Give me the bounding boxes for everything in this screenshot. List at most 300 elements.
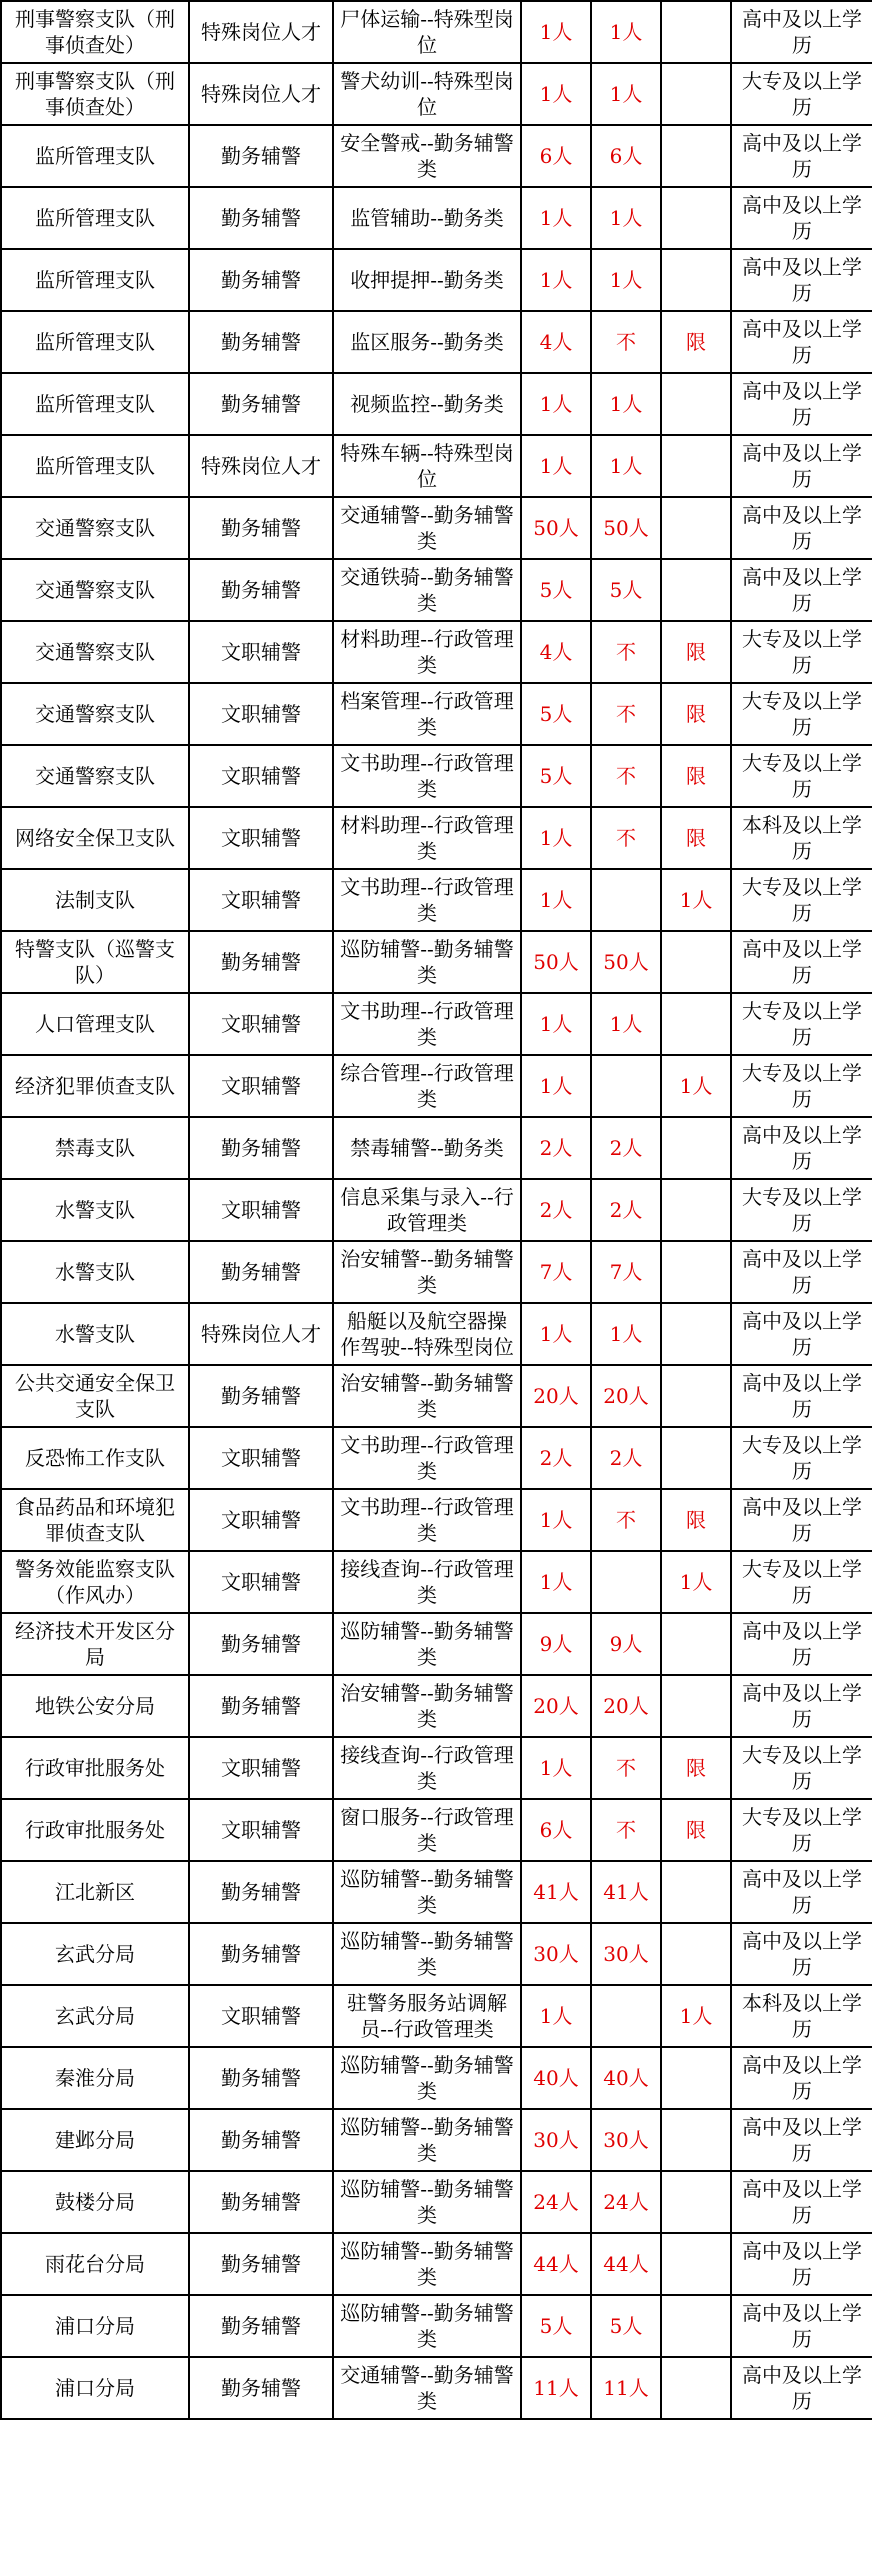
position-name-cell: 巡防辅警--勤务辅警类: [333, 1861, 521, 1923]
unit-cell: 人口管理支队: [1, 993, 189, 1055]
education-cell: 高中及以上学历: [731, 1613, 872, 1675]
table-row: [1, 1613, 872, 1675]
position-name-cell: 巡防辅警--勤务辅警类: [333, 2109, 521, 2171]
education-cell: 高中及以上学历: [731, 931, 872, 993]
position-type-cell: 勤务辅警: [189, 373, 333, 435]
position-type-cell: 特殊岗位人才: [189, 1303, 333, 1365]
unit-cell: 玄武分局: [1, 1985, 189, 2047]
education-cell: 大专及以上学历: [731, 1737, 872, 1799]
headcount-cell: 6人: [521, 125, 591, 187]
male-quota-cell: 11人: [591, 2357, 661, 2419]
male-quota-cell: 1人: [591, 187, 661, 249]
position-name-cell: 材料助理--行政管理类: [333, 621, 521, 683]
position-type-cell: 勤务辅警: [189, 1923, 333, 1985]
education-cell: 高中及以上学历: [731, 187, 872, 249]
male-quota-cell: 20人: [591, 1365, 661, 1427]
position-type-cell: 文职辅警: [189, 1055, 333, 1117]
male-quota-cell: 2人: [591, 1117, 661, 1179]
unit-cell: 行政审批服务处: [1, 1799, 189, 1861]
male-quota-cell: 不: [591, 807, 661, 869]
position-type-cell: 文职辅警: [189, 1427, 333, 1489]
position-name-cell: 交通辅警--勤务辅警类: [333, 497, 521, 559]
female-quota-cell: 限: [661, 745, 731, 807]
female-quota-cell: 限: [661, 1737, 731, 1799]
position-name-cell: 警犬幼训--特殊型岗位: [333, 63, 521, 125]
headcount-cell: 5人: [521, 559, 591, 621]
position-type-cell: 特殊岗位人才: [189, 435, 333, 497]
female-quota-cell: [661, 1303, 731, 1365]
position-type-cell: 文职辅警: [189, 683, 333, 745]
position-type-cell: 特殊岗位人才: [189, 1, 333, 63]
table-row: [1, 2047, 872, 2109]
female-quota-cell: [661, 559, 731, 621]
headcount-cell: 1人: [521, 63, 591, 125]
position-type-cell: 勤务辅警: [189, 2357, 333, 2419]
headcount-cell: 40人: [521, 2047, 591, 2109]
position-name-cell: 治安辅警--勤务辅警类: [333, 1365, 521, 1427]
education-cell: 高中及以上学历: [731, 373, 872, 435]
table-row: [1, 869, 872, 931]
table-row: [1, 1737, 872, 1799]
unit-cell: 监所管理支队: [1, 435, 189, 497]
position-type-cell: 勤务辅警: [189, 1365, 333, 1427]
male-quota-cell: 41人: [591, 1861, 661, 1923]
headcount-cell: 7人: [521, 1241, 591, 1303]
headcount-cell: 2人: [521, 1179, 591, 1241]
headcount-cell: 5人: [521, 745, 591, 807]
position-name-cell: 信息采集与录入--行政管理类: [333, 1179, 521, 1241]
education-cell: 大专及以上学历: [731, 1551, 872, 1613]
headcount-cell: 50人: [521, 931, 591, 993]
position-name-cell: 文书助理--行政管理类: [333, 993, 521, 1055]
headcount-cell: 6人: [521, 1799, 591, 1861]
male-quota-cell: 1人: [591, 1, 661, 63]
female-quota-cell: [661, 1675, 731, 1737]
table-row: [1, 807, 872, 869]
female-quota-cell: [661, 1179, 731, 1241]
female-quota-cell: [661, 1923, 731, 1985]
position-name-cell: 综合管理--行政管理类: [333, 1055, 521, 1117]
table-row: [1, 435, 872, 497]
position-name-cell: 禁毒辅警--勤务类: [333, 1117, 521, 1179]
unit-cell: 监所管理支队: [1, 373, 189, 435]
headcount-cell: 1人: [521, 1551, 591, 1613]
position-name-cell: 收押提押--勤务类: [333, 249, 521, 311]
table-row: [1, 125, 872, 187]
table-row: [1, 1365, 872, 1427]
table-row: [1, 1489, 872, 1551]
unit-cell: 交通警察支队: [1, 621, 189, 683]
female-quota-cell: 1人: [661, 1985, 731, 2047]
female-quota-cell: [661, 497, 731, 559]
position-type-cell: 文职辅警: [189, 1985, 333, 2047]
position-type-cell: 勤务辅警: [189, 1675, 333, 1737]
education-cell: 大专及以上学历: [731, 1055, 872, 1117]
female-quota-cell: [661, 2171, 731, 2233]
unit-cell: 行政审批服务处: [1, 1737, 189, 1799]
table-row: [1, 1055, 872, 1117]
position-name-cell: 巡防辅警--勤务辅警类: [333, 931, 521, 993]
female-quota-cell: [661, 2295, 731, 2357]
education-cell: 大专及以上学历: [731, 683, 872, 745]
female-quota-cell: [661, 2109, 731, 2171]
position-type-cell: 特殊岗位人才: [189, 63, 333, 125]
unit-cell: 反恐怖工作支队: [1, 1427, 189, 1489]
female-quota-cell: 1人: [661, 1551, 731, 1613]
male-quota-cell: 不: [591, 621, 661, 683]
education-cell: 大专及以上学历: [731, 993, 872, 1055]
male-quota-cell: 1人: [591, 993, 661, 1055]
unit-cell: 水警支队: [1, 1241, 189, 1303]
education-cell: 高中及以上学历: [731, 311, 872, 373]
unit-cell: 雨花台分局: [1, 2233, 189, 2295]
headcount-cell: 24人: [521, 2171, 591, 2233]
table-row: [1, 1923, 872, 1985]
position-name-cell: 监管辅助--勤务类: [333, 187, 521, 249]
headcount-cell: 1人: [521, 1489, 591, 1551]
education-cell: 高中及以上学历: [731, 1861, 872, 1923]
position-name-cell: 尸体运输--特殊型岗位: [333, 1, 521, 63]
education-cell: 高中及以上学历: [731, 497, 872, 559]
male-quota-cell: 不: [591, 683, 661, 745]
male-quota-cell: 5人: [591, 2295, 661, 2357]
unit-cell: 玄武分局: [1, 1923, 189, 1985]
male-quota-cell: 1人: [591, 1303, 661, 1365]
education-cell: 高中及以上学历: [731, 1675, 872, 1737]
education-cell: 高中及以上学历: [731, 2171, 872, 2233]
headcount-cell: 30人: [521, 2109, 591, 2171]
female-quota-cell: 限: [661, 1489, 731, 1551]
male-quota-cell: 2人: [591, 1179, 661, 1241]
female-quota-cell: [661, 2233, 731, 2295]
position-type-cell: 文职辅警: [189, 993, 333, 1055]
position-type-cell: 文职辅警: [189, 1179, 333, 1241]
unit-cell: 监所管理支队: [1, 311, 189, 373]
unit-cell: 网络安全保卫支队: [1, 807, 189, 869]
male-quota-cell: 不: [591, 1799, 661, 1861]
position-name-cell: 巡防辅警--勤务辅警类: [333, 1613, 521, 1675]
education-cell: 大专及以上学历: [731, 869, 872, 931]
position-type-cell: 文职辅警: [189, 1737, 333, 1799]
female-quota-cell: [661, 435, 731, 497]
position-name-cell: 安全警戒--勤务辅警类: [333, 125, 521, 187]
headcount-cell: 41人: [521, 1861, 591, 1923]
female-quota-cell: [661, 931, 731, 993]
male-quota-cell: 40人: [591, 2047, 661, 2109]
education-cell: 高中及以上学历: [731, 249, 872, 311]
male-quota-cell: 30人: [591, 2109, 661, 2171]
male-quota-cell: 不: [591, 1737, 661, 1799]
female-quota-cell: [661, 1861, 731, 1923]
male-quota-cell: 50人: [591, 931, 661, 993]
unit-cell: 禁毒支队: [1, 1117, 189, 1179]
education-cell: 高中及以上学历: [731, 1, 872, 63]
headcount-cell: 1人: [521, 869, 591, 931]
female-quota-cell: [661, 63, 731, 125]
table-row: [1, 2295, 872, 2357]
table-row: [1, 745, 872, 807]
position-name-cell: 船艇以及航空器操作驾驶--特殊型岗位: [333, 1303, 521, 1365]
unit-cell: 经济技术开发区分局: [1, 1613, 189, 1675]
female-quota-cell: 限: [661, 1799, 731, 1861]
education-cell: 高中及以上学历: [731, 1117, 872, 1179]
headcount-cell: 9人: [521, 1613, 591, 1675]
position-type-cell: 勤务辅警: [189, 311, 333, 373]
education-cell: 本科及以上学历: [731, 1985, 872, 2047]
table-row: [1, 1861, 872, 1923]
headcount-cell: 20人: [521, 1365, 591, 1427]
headcount-cell: 20人: [521, 1675, 591, 1737]
male-quota-cell: [591, 1055, 661, 1117]
education-cell: 大专及以上学历: [731, 1179, 872, 1241]
table-row: [1, 1985, 872, 2047]
female-quota-cell: [661, 249, 731, 311]
education-cell: 高中及以上学历: [731, 2047, 872, 2109]
female-quota-cell: [661, 125, 731, 187]
female-quota-cell: [661, 1117, 731, 1179]
unit-cell: 交通警察支队: [1, 497, 189, 559]
unit-cell: 监所管理支队: [1, 249, 189, 311]
female-quota-cell: 限: [661, 621, 731, 683]
unit-cell: 水警支队: [1, 1303, 189, 1365]
position-type-cell: 勤务辅警: [189, 497, 333, 559]
position-type-cell: 文职辅警: [189, 1799, 333, 1861]
position-type-cell: 文职辅警: [189, 869, 333, 931]
position-name-cell: 视频监控--勤务类: [333, 373, 521, 435]
male-quota-cell: 44人: [591, 2233, 661, 2295]
table-row: [1, 187, 872, 249]
table-row: [1, 1799, 872, 1861]
position-type-cell: 文职辅警: [189, 621, 333, 683]
position-type-cell: 文职辅警: [189, 807, 333, 869]
headcount-cell: 4人: [521, 311, 591, 373]
education-cell: 高中及以上学历: [731, 2233, 872, 2295]
headcount-cell: 1人: [521, 1055, 591, 1117]
position-type-cell: 勤务辅警: [189, 249, 333, 311]
female-quota-cell: [661, 1241, 731, 1303]
male-quota-cell: [591, 1985, 661, 2047]
table-row: [1, 2357, 872, 2419]
female-quota-cell: 1人: [661, 869, 731, 931]
position-name-cell: 档案管理--行政管理类: [333, 683, 521, 745]
unit-cell: 江北新区: [1, 1861, 189, 1923]
education-cell: 大专及以上学历: [731, 1427, 872, 1489]
position-name-cell: 接线查询--行政管理类: [333, 1737, 521, 1799]
female-quota-cell: [661, 1613, 731, 1675]
table-row: [1, 249, 872, 311]
male-quota-cell: 7人: [591, 1241, 661, 1303]
male-quota-cell: 5人: [591, 559, 661, 621]
table-row: [1, 1427, 872, 1489]
headcount-cell: 2人: [521, 1117, 591, 1179]
female-quota-cell: 限: [661, 807, 731, 869]
male-quota-cell: 不: [591, 1489, 661, 1551]
unit-cell: 监所管理支队: [1, 187, 189, 249]
male-quota-cell: 20人: [591, 1675, 661, 1737]
female-quota-cell: 限: [661, 683, 731, 745]
unit-cell: 公共交通安全保卫支队: [1, 1365, 189, 1427]
education-cell: 高中及以上学历: [731, 1365, 872, 1427]
position-type-cell: 勤务辅警: [189, 2109, 333, 2171]
position-name-cell: 巡防辅警--勤务辅警类: [333, 2047, 521, 2109]
table-row: [1, 683, 872, 745]
position-type-cell: 文职辅警: [189, 1551, 333, 1613]
education-cell: 大专及以上学历: [731, 745, 872, 807]
education-cell: 高中及以上学历: [731, 1489, 872, 1551]
table-row: [1, 2109, 872, 2171]
unit-cell: 交通警察支队: [1, 559, 189, 621]
male-quota-cell: [591, 869, 661, 931]
position-type-cell: 勤务辅警: [189, 2171, 333, 2233]
position-name-cell: 巡防辅警--勤务辅警类: [333, 2295, 521, 2357]
unit-cell: 水警支队: [1, 1179, 189, 1241]
female-quota-cell: [661, 1365, 731, 1427]
female-quota-cell: [661, 2357, 731, 2419]
position-type-cell: 勤务辅警: [189, 187, 333, 249]
position-type-cell: 勤务辅警: [189, 1241, 333, 1303]
female-quota-cell: [661, 373, 731, 435]
education-cell: 高中及以上学历: [731, 2357, 872, 2419]
headcount-cell: 1人: [521, 1985, 591, 2047]
male-quota-cell: 2人: [591, 1427, 661, 1489]
table-row: [1, 559, 872, 621]
table-row: [1, 1675, 872, 1737]
position-name-cell: 巡防辅警--勤务辅警类: [333, 2171, 521, 2233]
unit-cell: 交通警察支队: [1, 745, 189, 807]
position-name-cell: 文书助理--行政管理类: [333, 869, 521, 931]
position-type-cell: 勤务辅警: [189, 125, 333, 187]
headcount-cell: 44人: [521, 2233, 591, 2295]
education-cell: 大专及以上学历: [731, 621, 872, 683]
headcount-cell: 1人: [521, 373, 591, 435]
headcount-cell: 1人: [521, 1737, 591, 1799]
table-row: [1, 621, 872, 683]
headcount-cell: 1人: [521, 993, 591, 1055]
table-row: [1, 63, 872, 125]
male-quota-cell: [591, 1551, 661, 1613]
position-name-cell: 交通铁骑--勤务辅警类: [333, 559, 521, 621]
position-name-cell: 材料助理--行政管理类: [333, 807, 521, 869]
unit-cell: 食品药品和环境犯罪侦查支队: [1, 1489, 189, 1551]
position-type-cell: 勤务辅警: [189, 2047, 333, 2109]
headcount-cell: 1人: [521, 807, 591, 869]
position-type-cell: 勤务辅警: [189, 1117, 333, 1179]
position-name-cell: 监区服务--勤务类: [333, 311, 521, 373]
male-quota-cell: 1人: [591, 435, 661, 497]
position-name-cell: 巡防辅警--勤务辅警类: [333, 2233, 521, 2295]
position-type-cell: 勤务辅警: [189, 1613, 333, 1675]
headcount-cell: 1人: [521, 1, 591, 63]
education-cell: 高中及以上学历: [731, 435, 872, 497]
position-name-cell: 交通辅警--勤务辅警类: [333, 2357, 521, 2419]
male-quota-cell: 不: [591, 311, 661, 373]
unit-cell: 刑事警察支队（刑事侦查处）: [1, 1, 189, 63]
position-name-cell: 文书助理--行政管理类: [333, 1489, 521, 1551]
male-quota-cell: 1人: [591, 249, 661, 311]
table-row: [1, 2171, 872, 2233]
table-body: [1, 1, 872, 2419]
education-cell: 大专及以上学历: [731, 63, 872, 125]
female-quota-cell: [661, 2047, 731, 2109]
unit-cell: 鼓楼分局: [1, 2171, 189, 2233]
position-name-cell: 特殊车辆--特殊型岗位: [333, 435, 521, 497]
table-row: [1, 1241, 872, 1303]
education-cell: 高中及以上学历: [731, 559, 872, 621]
education-cell: 大专及以上学历: [731, 1799, 872, 1861]
headcount-cell: 11人: [521, 2357, 591, 2419]
female-quota-cell: [661, 993, 731, 1055]
education-cell: 高中及以上学历: [731, 2109, 872, 2171]
education-cell: 高中及以上学历: [731, 125, 872, 187]
unit-cell: 经济犯罪侦查支队: [1, 1055, 189, 1117]
position-type-cell: 勤务辅警: [189, 931, 333, 993]
position-name-cell: 治安辅警--勤务辅警类: [333, 1675, 521, 1737]
male-quota-cell: 30人: [591, 1923, 661, 1985]
position-type-cell: 文职辅警: [189, 745, 333, 807]
unit-cell: 浦口分局: [1, 2357, 189, 2419]
headcount-cell: 1人: [521, 435, 591, 497]
position-name-cell: 巡防辅警--勤务辅警类: [333, 1923, 521, 1985]
position-name-cell: 文书助理--行政管理类: [333, 1427, 521, 1489]
male-quota-cell: 9人: [591, 1613, 661, 1675]
education-cell: 高中及以上学历: [731, 2295, 872, 2357]
table-row: [1, 1117, 872, 1179]
position-type-cell: 勤务辅警: [189, 559, 333, 621]
headcount-cell: 50人: [521, 497, 591, 559]
position-type-cell: 勤务辅警: [189, 2295, 333, 2357]
table-row: [1, 373, 872, 435]
male-quota-cell: 50人: [591, 497, 661, 559]
table-row: [1, 1551, 872, 1613]
position-type-cell: 文职辅警: [189, 1489, 333, 1551]
table-row: [1, 311, 872, 373]
female-quota-cell: [661, 1, 731, 63]
female-quota-cell: [661, 187, 731, 249]
unit-cell: 地铁公安分局: [1, 1675, 189, 1737]
male-quota-cell: 24人: [591, 2171, 661, 2233]
table-row: [1, 931, 872, 993]
headcount-cell: 5人: [521, 2295, 591, 2357]
unit-cell: 秦淮分局: [1, 2047, 189, 2109]
unit-cell: 警务效能监察支队（作风办）: [1, 1551, 189, 1613]
unit-cell: 监所管理支队: [1, 125, 189, 187]
male-quota-cell: 6人: [591, 125, 661, 187]
male-quota-cell: 不: [591, 745, 661, 807]
female-quota-cell: [661, 1427, 731, 1489]
headcount-cell: 1人: [521, 249, 591, 311]
headcount-cell: 2人: [521, 1427, 591, 1489]
unit-cell: 刑事警察支队（刑事侦查处）: [1, 63, 189, 125]
unit-cell: 特警支队（巡警支队）: [1, 931, 189, 993]
education-cell: 本科及以上学历: [731, 807, 872, 869]
table-row: [1, 1, 872, 63]
unit-cell: 法制支队: [1, 869, 189, 931]
position-name-cell: 驻警务服务站调解员--行政管理类: [333, 1985, 521, 2047]
headcount-cell: 30人: [521, 1923, 591, 1985]
education-cell: 高中及以上学历: [731, 1303, 872, 1365]
unit-cell: 交通警察支队: [1, 683, 189, 745]
education-cell: 高中及以上学历: [731, 1241, 872, 1303]
unit-cell: 建邺分局: [1, 2109, 189, 2171]
position-name-cell: 治安辅警--勤务辅警类: [333, 1241, 521, 1303]
position-type-cell: 勤务辅警: [189, 2233, 333, 2295]
table-row: [1, 2233, 872, 2295]
position-name-cell: 文书助理--行政管理类: [333, 745, 521, 807]
male-quota-cell: 1人: [591, 373, 661, 435]
position-type-cell: 勤务辅警: [189, 1861, 333, 1923]
headcount-cell: 1人: [521, 187, 591, 249]
male-quota-cell: 1人: [591, 63, 661, 125]
